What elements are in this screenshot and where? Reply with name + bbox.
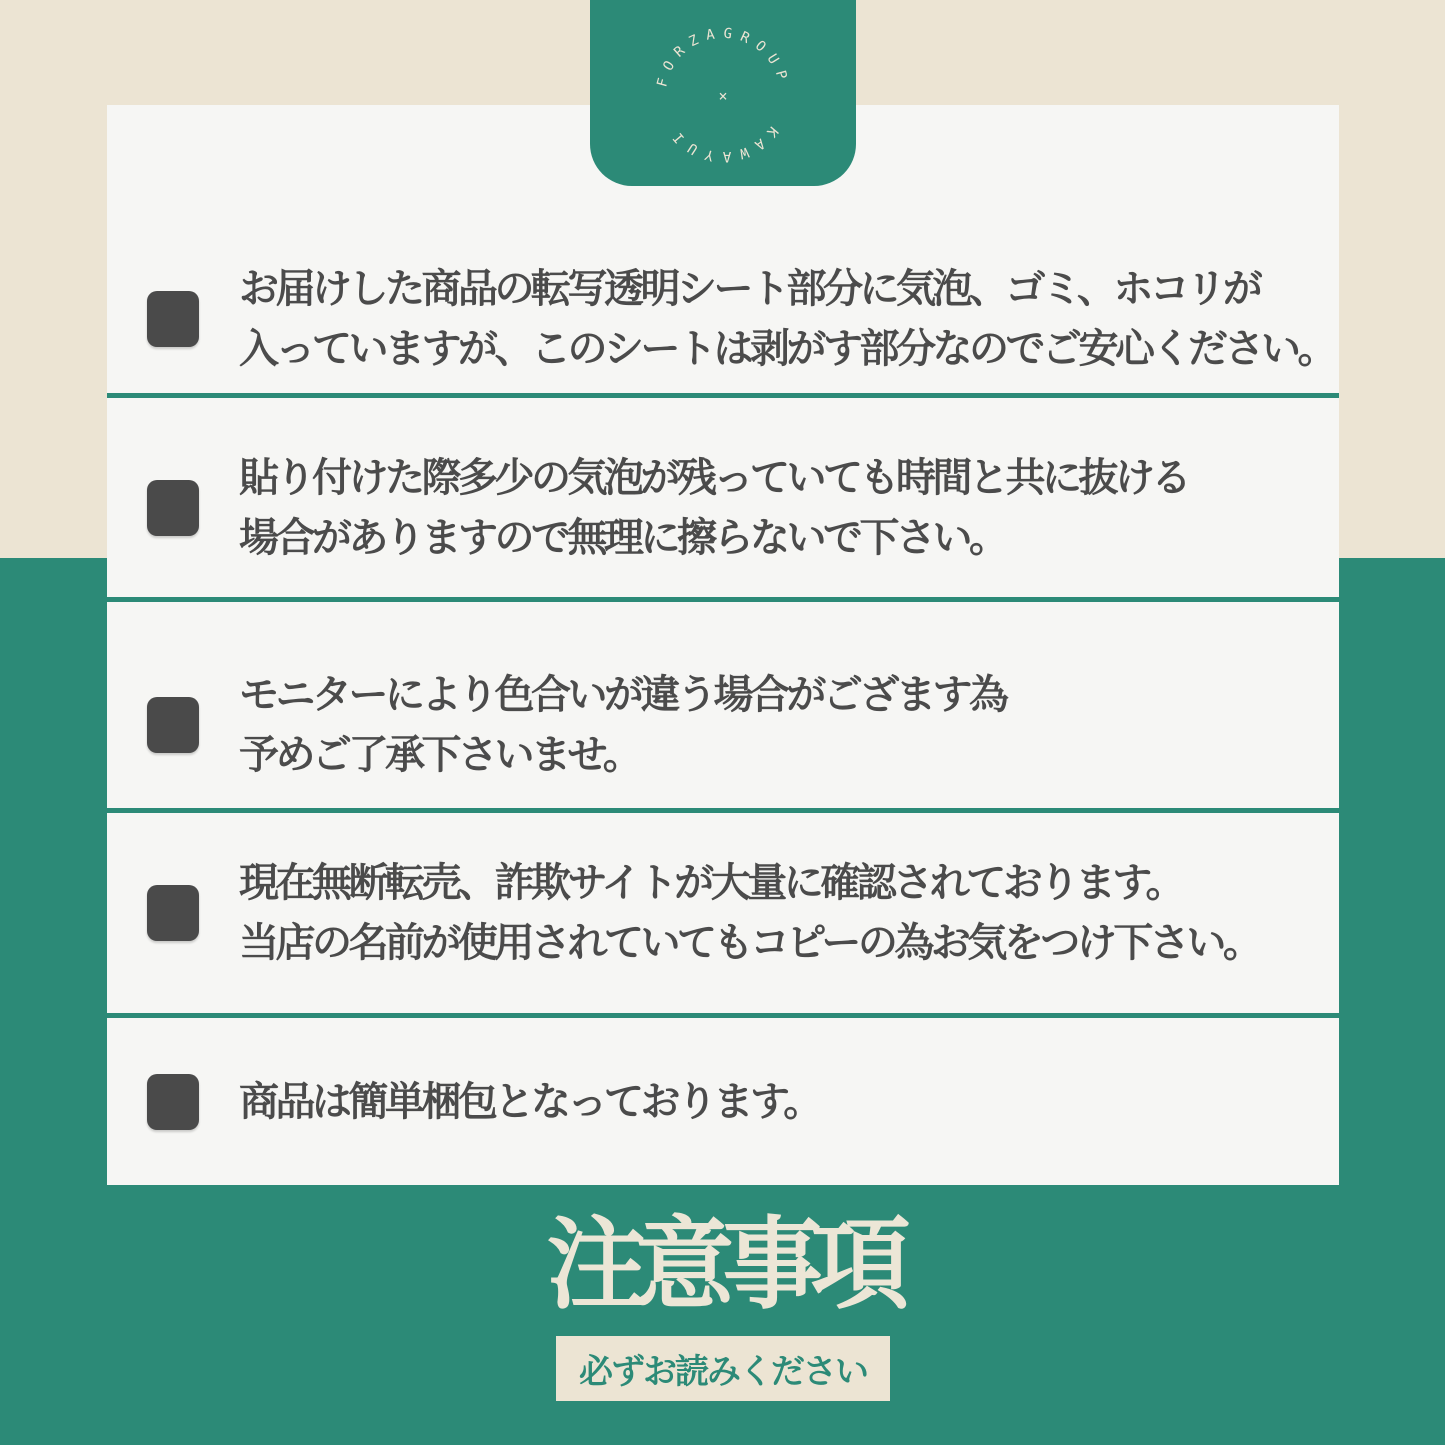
- notice-row-3: [107, 602, 1339, 808]
- svg-text:FORZAGROUP: [654, 26, 791, 89]
- notice-line: 貼り付けた際多少の気泡が残っていても時間と共に抜ける: [239, 454, 1188, 501]
- checkbox-icon: [147, 480, 199, 536]
- brand-name-top: FORZAGROUP: [654, 25, 792, 89]
- notice-line: 当店の名前が使用されていてもコピーの為お気をつけ下さい。: [239, 920, 1260, 966]
- read-me-label: 必ずお読みください: [579, 1352, 867, 1392]
- notice-row-2: [107, 398, 1339, 597]
- notice-line: 現在無断転売、詐欺サイトが大量に確認されております。: [239, 860, 1182, 906]
- notice-row-5: [107, 1018, 1339, 1185]
- notice-line: 入っていますが、このシートは剥がす部分なのでご安心ください。: [239, 326, 1334, 372]
- brand-name-bottom: KAWAYUI: [665, 123, 781, 165]
- notice-line: 商品は簡単梱包となっております。: [239, 1078, 820, 1125]
- notice-line: 場合がありますので無理に擦らないで下さい。: [239, 514, 1006, 561]
- checkbox-icon: [147, 697, 199, 753]
- brand-x-icon: ×: [718, 87, 728, 105]
- checkbox-icon: [147, 291, 199, 347]
- checkbox-icon: [147, 1074, 199, 1130]
- notice-line: モニターにより色合いが違う場合がござます為: [239, 672, 1006, 718]
- notice-line: お届けした商品の転写透明シート部分に気泡、ゴミ、ホコリが: [239, 266, 1260, 312]
- svg-text:KAWAYUI: [665, 123, 781, 164]
- notice-row-4: [107, 813, 1339, 1013]
- checkbox-icon: [147, 885, 199, 941]
- brand-circular-logo: [590, 0, 856, 186]
- notice-line: 予めご了承下さいませ。: [239, 732, 640, 778]
- read-me-box: [556, 1336, 890, 1401]
- notice-panel: [107, 105, 1339, 1185]
- brand-badge: [590, 0, 856, 186]
- page-title: 注意事項: [546, 1206, 899, 1323]
